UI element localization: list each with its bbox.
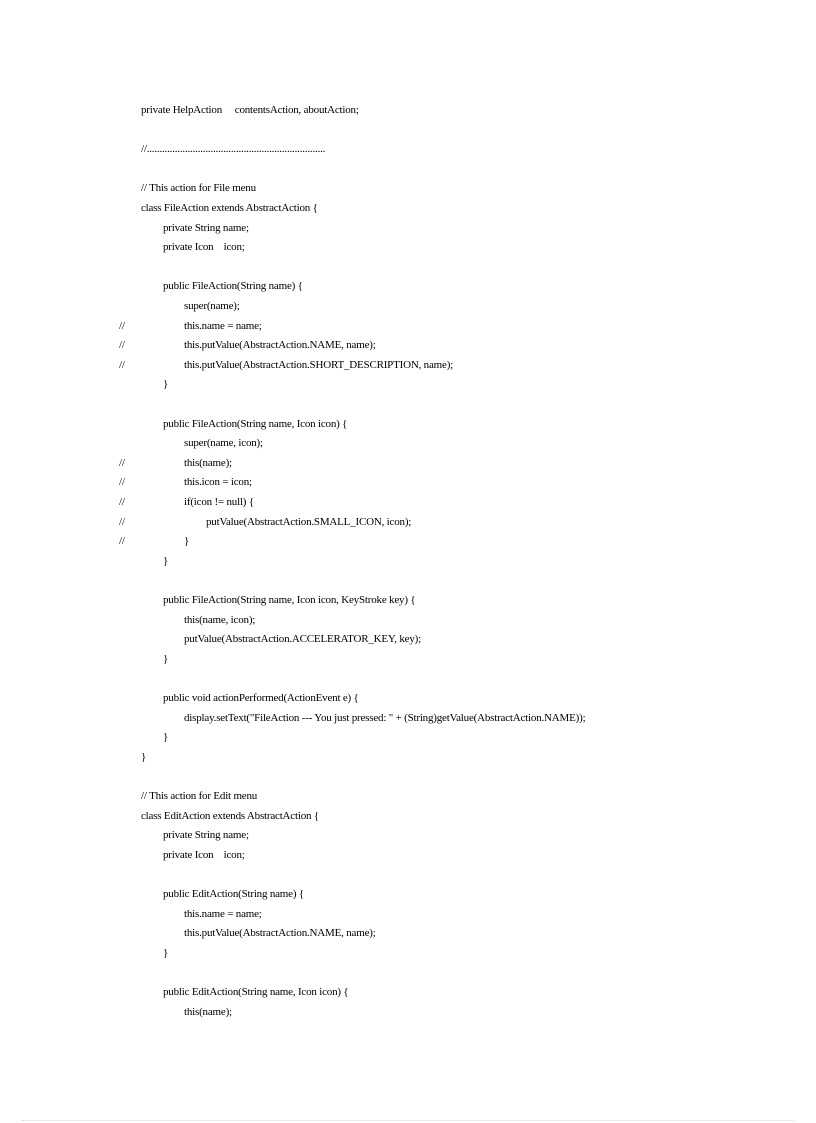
code-line xyxy=(0,472,816,492)
code-text: display.setText("FileAction --- You just pressed: " + (String)getValue(AbstractAction.NAME)); xyxy=(184,711,586,724)
code-text: this.putValue(AbstractAction.SHORT_DESCRIPTION, name); xyxy=(184,358,454,371)
code-line xyxy=(0,276,816,296)
comment-marker: // xyxy=(119,456,125,469)
code-text: // This action for Edit menu xyxy=(141,790,258,802)
blank-line xyxy=(0,864,816,884)
code-line xyxy=(0,884,816,904)
code-text: class FileAction extends AbstractAction { xyxy=(141,202,318,214)
code-text: if(icon != null) { xyxy=(184,496,254,508)
blank-line xyxy=(0,394,816,414)
blank-line xyxy=(0,257,816,277)
code-line xyxy=(0,610,816,630)
code-text: public FileAction(String name) { xyxy=(163,280,303,293)
code-text: this(name); xyxy=(184,456,232,469)
comment-marker: // xyxy=(119,515,125,528)
code-text: class EditAction extends AbstractAction { xyxy=(141,809,319,822)
code-text: this(name, icon); xyxy=(184,613,256,626)
code-line xyxy=(0,374,816,394)
code-line xyxy=(0,649,816,669)
code-line xyxy=(0,414,816,434)
code-text: this(name); xyxy=(184,1005,232,1018)
code-line xyxy=(0,296,816,316)
code-line xyxy=(0,904,816,924)
blank-line xyxy=(0,962,816,982)
code-line xyxy=(0,747,816,767)
comment-marker: // xyxy=(119,476,125,489)
code-line xyxy=(0,512,816,532)
code-line xyxy=(0,551,816,571)
code-text: public EditAction(String name, Icon icon) { xyxy=(163,986,349,998)
code-line xyxy=(0,943,816,963)
code-text: putValue(AbstractAction.SMALL_ICON, icon); xyxy=(206,515,412,528)
code-line xyxy=(0,335,816,355)
code-line xyxy=(0,590,816,610)
code-line xyxy=(0,982,816,1002)
code-text: private Icon icon; xyxy=(163,848,245,861)
code-text: private String name; xyxy=(163,221,249,234)
blank-line xyxy=(0,668,816,688)
code-text: //...................................................................... xyxy=(141,143,326,156)
code-line xyxy=(0,1002,816,1022)
code-line xyxy=(0,531,816,551)
code-line xyxy=(0,845,816,865)
code-line xyxy=(0,453,816,473)
code-line xyxy=(0,139,816,159)
code-text: } xyxy=(163,378,169,391)
comment-marker: // xyxy=(119,319,125,332)
code-text: this.name = name; xyxy=(184,907,262,920)
code-text: } xyxy=(184,535,190,548)
code-text: public EditAction(String name) { xyxy=(163,888,304,900)
code-line xyxy=(0,178,816,198)
code-line xyxy=(0,433,816,453)
code-line xyxy=(0,492,816,512)
code-text: } xyxy=(163,652,169,665)
code-line xyxy=(0,237,816,257)
code-text: putValue(AbstractAction.ACCELERATOR_KEY, key); xyxy=(184,633,421,646)
code-line xyxy=(0,218,816,238)
blank-line xyxy=(0,766,816,786)
comment-marker: // xyxy=(119,358,125,371)
code-text: private Icon icon; xyxy=(163,241,245,254)
code-text: public void actionPerformed(ActionEvent e) { xyxy=(163,692,359,704)
code-text: super(name, icon); xyxy=(184,437,263,450)
comment-marker: // xyxy=(119,535,125,548)
code-text: this.putValue(AbstractAction.NAME, name); xyxy=(184,339,376,352)
code-text: this.name = name; xyxy=(184,319,262,332)
code-text: } xyxy=(163,731,169,744)
code-text: private HelpAction contentsAction, aboutAction; xyxy=(141,104,359,116)
code-text: // This action for File menu xyxy=(141,182,256,195)
page-bottom-divider xyxy=(22,1120,794,1121)
code-text: public FileAction(String name, Icon icon, KeyStroke key) { xyxy=(163,594,416,606)
code-line xyxy=(0,355,816,375)
code-text: } xyxy=(163,946,169,959)
code-text: } xyxy=(141,750,147,763)
blank-line xyxy=(0,159,816,179)
blank-line xyxy=(0,120,816,140)
code-line xyxy=(0,806,816,826)
code-line xyxy=(0,688,816,708)
code-text: } xyxy=(163,554,169,567)
code-line xyxy=(0,316,816,336)
code-line xyxy=(0,708,816,728)
comment-marker: // xyxy=(119,496,125,508)
code-line xyxy=(0,923,816,943)
code-line xyxy=(0,727,816,747)
comment-marker: // xyxy=(119,339,125,352)
code-text: this.putValue(AbstractAction.NAME, name); xyxy=(184,927,376,940)
code-line xyxy=(0,825,816,845)
code-line xyxy=(0,629,816,649)
code-text: this.icon = icon; xyxy=(184,476,252,489)
code-line xyxy=(0,198,816,218)
code-line xyxy=(0,100,816,120)
code-text: private String name; xyxy=(163,829,249,842)
code-line xyxy=(0,786,816,806)
code-text: public FileAction(String name, Icon icon) { xyxy=(163,417,348,430)
code-text: super(name); xyxy=(184,300,240,312)
blank-line xyxy=(0,570,816,590)
